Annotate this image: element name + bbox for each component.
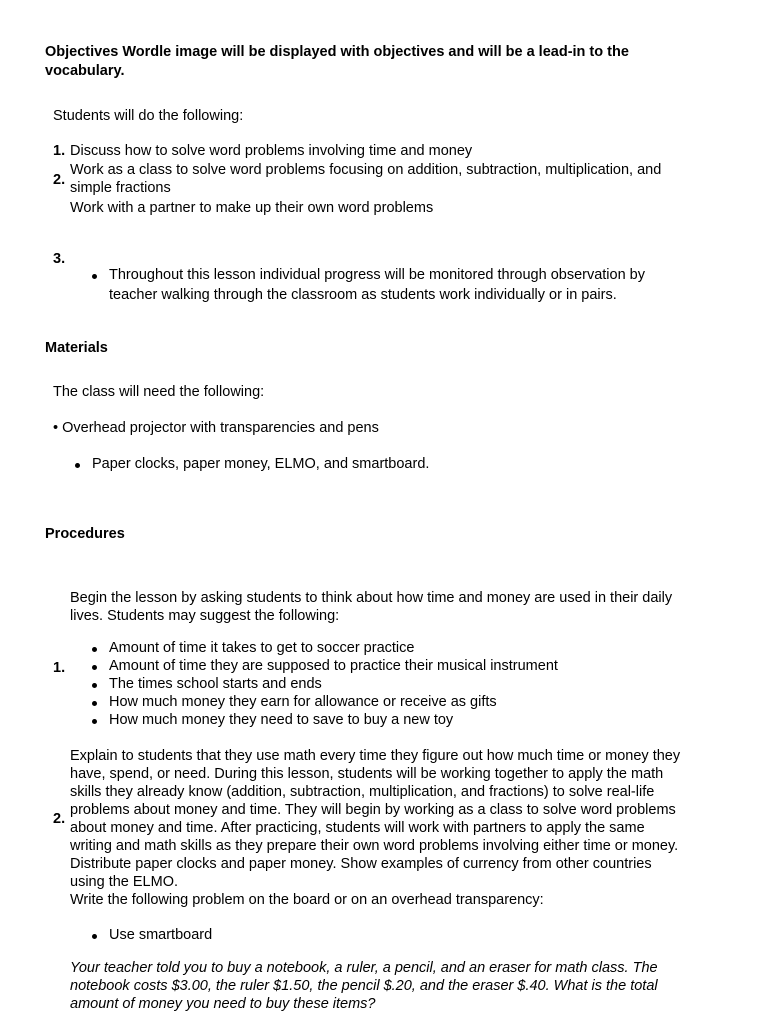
materials-heading: Materials — [45, 340, 108, 356]
objectives-intro: Students will do the following: — [53, 108, 244, 124]
procedure-2-line-2: have, spend, or need. During this lesson, students will be working together to apply the math — [70, 766, 664, 782]
objective-number-3: 3. — [53, 251, 66, 267]
problem-line-3: amount of money you need to buy these items? — [70, 996, 376, 1012]
objective-text-2c: Work with a partner to make up their own word problems — [70, 200, 434, 216]
objective-number-2: 2. — [53, 172, 66, 188]
procedure-2-line-1: Explain to students that they use math every time they figure out how much time or money they — [70, 748, 681, 764]
procedures-heading: Procedures — [45, 526, 125, 542]
procedure-number-2: 2. — [53, 811, 66, 827]
procedure-1-bullet-3: The times school starts and ends — [109, 676, 322, 692]
objective-number-1: 1. — [53, 143, 66, 159]
procedure-2-line-8: using the ELMO. — [70, 874, 178, 890]
procedure-1-bullet-2: Amount of time they are supposed to practice their musical instrument — [109, 658, 558, 674]
procedure-1-bullet-1: Amount of time it takes to get to soccer practice — [109, 640, 415, 656]
objectives-heading-line2: vocabulary. — [45, 63, 125, 79]
materials-intro: The class will need the following: — [53, 384, 265, 400]
procedure-1-bullet-5: How much money they need to save to buy a new toy — [109, 712, 454, 728]
procedure-2-line-7: Distribute paper clocks and paper money. Show examples of currency from other countries — [70, 856, 652, 872]
objective-text-1: Discuss how to solve word problems involving time and money — [70, 143, 473, 159]
objective-bullet-3b: teacher walking through the classroom as students work individually or in pairs. — [109, 287, 617, 303]
procedure-2-line-6: writing and math skills as they prepare their own word problems involving either time or money. — [70, 838, 679, 854]
materials-item-1: • Overhead projector with transparencies and pens — [53, 420, 379, 436]
procedure-2-line-4: problems about money and time. They will begin by working as a class to solve word problems — [70, 802, 676, 818]
procedure-2-line-5: about money and time. After practicing, students will work with partners to apply the same — [70, 820, 645, 836]
procedure-2-line-3: skills they already know (addition, subtraction, multiplication, and fractions) to solve real-life — [70, 784, 655, 800]
problem-line-2: notebook costs $3.00, the ruler $1.50, the pencil $.20, and the eraser $.40. What is the total — [70, 978, 658, 994]
objectives-heading-line1: Objectives Wordle image will be displayed with objectives and will be a lead-in to the — [45, 44, 629, 60]
objective-text-2b: simple fractions — [70, 180, 171, 196]
procedure-2-bullet: Use smartboard — [109, 927, 213, 943]
procedure-1-intro-line1: Begin the lesson by asking students to think about how time and money are used in their daily — [70, 590, 673, 606]
objective-text-2a: Work as a class to solve word problems focusing on addition, subtraction, multiplication, and — [70, 162, 662, 178]
objective-bullet-3a: Throughout this lesson individual progress will be monitored through observation by — [109, 267, 645, 283]
procedure-1-bullet-4: How much money they earn for allowance or receive as gifts — [109, 694, 497, 710]
problem-line-1: Your teacher told you to buy a notebook, a ruler, a pencil, and an eraser for math class. The — [70, 960, 658, 976]
materials-item-2: Paper clocks, paper money, ELMO, and smartboard. — [92, 456, 430, 472]
procedure-2-line-9: Write the following problem on the board or on an overhead transparency: — [70, 892, 544, 908]
procedure-number-1: 1. — [53, 660, 66, 676]
procedure-1-intro-line2: lives. Students may suggest the following: — [70, 608, 340, 624]
